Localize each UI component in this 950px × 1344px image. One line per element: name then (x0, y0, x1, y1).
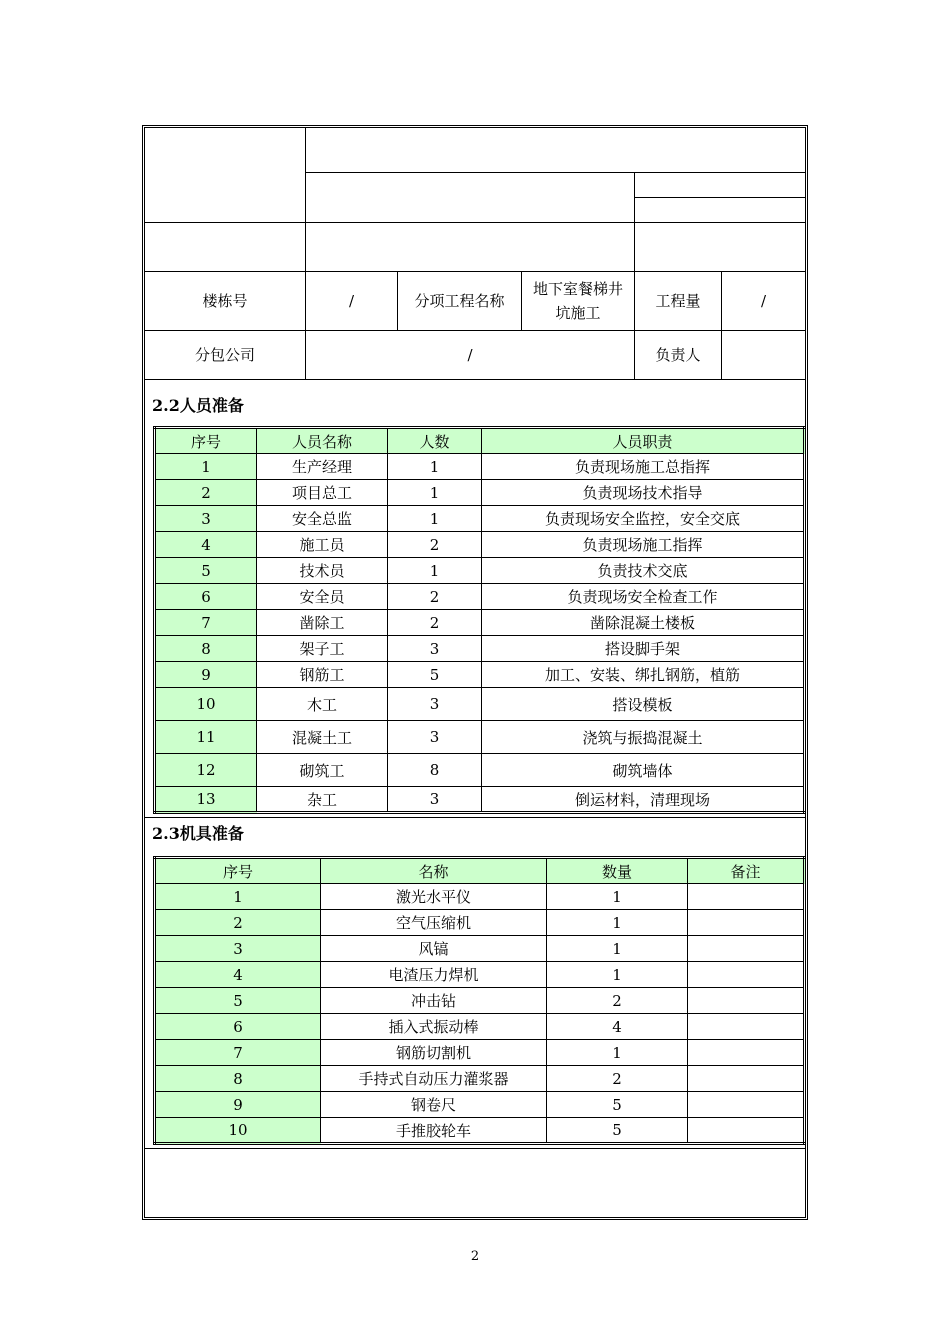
equipment-cell (688, 1118, 805, 1144)
personnel-cell: 5 (388, 662, 482, 688)
equipment-section-title: 2.3机具准备 (152, 824, 244, 843)
personnel-cell: 施工员 (257, 532, 388, 558)
table-row (155, 480, 805, 506)
personnel-cell: 凿除混凝土楼板 (482, 610, 805, 636)
equipment-cell: 钢卷尺 (321, 1092, 547, 1118)
personnel-cell: 6 (155, 584, 257, 610)
personnel-cell: 凿除工 (257, 610, 388, 636)
equipment-cell: 钢筋切割机 (321, 1040, 547, 1066)
personnel-cell: 3 (388, 721, 482, 754)
personnel-cell: 负责现场安全监控，安全交底 (482, 506, 805, 532)
subproject-value: 地下室餐梯井坑施工 (532, 280, 623, 322)
equipment-cell: 电渣压力焊机 (321, 962, 547, 988)
table-row (155, 754, 805, 787)
personnel-cell: 架子工 (257, 636, 388, 662)
personnel-cell: 负责现场安全检查工作 (482, 584, 805, 610)
table-row (155, 454, 805, 480)
equipment-cell: 5 (155, 988, 321, 1014)
equipment-cell: 4 (547, 1014, 688, 1040)
quantity-label: 工程量 (655, 292, 701, 310)
personnel-cell: 搭设模板 (482, 688, 805, 721)
equipment-cell: 7 (155, 1040, 321, 1066)
table-row (155, 506, 805, 532)
personnel-cell: 8 (155, 636, 257, 662)
personnel-cell: 11 (155, 721, 257, 754)
personnel-cell: 砌筑墙体 (482, 754, 805, 787)
table-row (155, 1066, 805, 1092)
equipment-cell: 1 (547, 910, 688, 936)
equipment-cell: 空气压缩机 (321, 910, 547, 936)
table-row (155, 1118, 805, 1144)
table-row (155, 1092, 805, 1118)
equipment-cell: 1 (547, 962, 688, 988)
equipment-column-header: 数量 (547, 858, 688, 884)
equipment-cell (688, 1092, 805, 1118)
personnel-cell: 项目总工 (257, 480, 388, 506)
person-value (722, 331, 805, 379)
personnel-cell: 钢筋工 (257, 662, 388, 688)
table-row (155, 558, 805, 584)
equipment-cell (688, 884, 805, 910)
equipment-cell: 激光水平仪 (321, 884, 547, 910)
personnel-cell: 负责现场施工总指挥 (482, 454, 805, 480)
equipment-cell: 1 (155, 884, 321, 910)
section-divider (145, 817, 805, 818)
equipment-cell: 2 (547, 988, 688, 1014)
table-row (155, 688, 805, 721)
personnel-cell: 3 (388, 688, 482, 721)
personnel-cell: 2 (388, 532, 482, 558)
personnel-cell: 2 (388, 584, 482, 610)
equipment-table (153, 856, 806, 1145)
table-row (155, 662, 805, 688)
building-value: / (348, 292, 355, 310)
personnel-column-header: 人数 (388, 428, 482, 454)
personnel-cell: 搭设脚手架 (482, 636, 805, 662)
equipment-cell: 8 (155, 1066, 321, 1092)
personnel-cell: 10 (155, 688, 257, 721)
table-row (155, 1014, 805, 1040)
personnel-cell: 12 (155, 754, 257, 787)
table-row (155, 584, 805, 610)
equipment-cell (688, 1066, 805, 1092)
equipment-cell: 9 (155, 1092, 321, 1118)
page-number: 2 (470, 1249, 480, 1264)
personnel-cell: 3 (388, 636, 482, 662)
equipment-cell (688, 988, 805, 1014)
equipment-cell: 风镐 (321, 936, 547, 962)
table-row (155, 636, 805, 662)
personnel-cell: 9 (155, 662, 257, 688)
equipment-column-header: 序号 (155, 858, 321, 884)
equipment-cell: 4 (155, 962, 321, 988)
personnel-cell: 3 (155, 506, 257, 532)
person-label: 负责人 (655, 346, 701, 364)
equipment-cell: 冲击钻 (321, 988, 547, 1014)
personnel-cell: 倒运材料，清理现场 (482, 787, 805, 813)
personnel-cell: 安全总监 (257, 506, 388, 532)
equipment-cell: 插入式振动棒 (321, 1014, 547, 1040)
equipment-cell: 手推胶轮车 (321, 1118, 547, 1144)
personnel-table (153, 426, 806, 814)
personnel-cell: 杂工 (257, 787, 388, 813)
equipment-header-row (155, 858, 805, 884)
table-row (155, 962, 805, 988)
subproject-label: 分项工程名称 (414, 292, 505, 310)
personnel-column-header: 人员职责 (482, 428, 805, 454)
equipment-cell (688, 962, 805, 988)
table-row (155, 910, 805, 936)
personnel-cell: 3 (388, 787, 482, 813)
personnel-cell: 技术员 (257, 558, 388, 584)
table-row (155, 721, 805, 754)
subcontractor-label: 分包公司 (194, 346, 255, 364)
equipment-cell: 1 (547, 1040, 688, 1066)
equipment-column-header: 备注 (688, 858, 805, 884)
personnel-column-header: 人员名称 (257, 428, 388, 454)
personnel-cell: 混凝土工 (257, 721, 388, 754)
equipment-cell: 1 (547, 936, 688, 962)
personnel-cell: 4 (155, 532, 257, 558)
personnel-cell: 13 (155, 787, 257, 813)
personnel-cell: 2 (388, 610, 482, 636)
table-row (155, 884, 805, 910)
bottom-divider (145, 1148, 805, 1149)
equipment-cell: 5 (547, 1118, 688, 1144)
personnel-header-row (155, 428, 805, 454)
table-row (155, 1040, 805, 1066)
table-row (155, 936, 805, 962)
personnel-cell: 负责技术交底 (482, 558, 805, 584)
table-row (155, 610, 805, 636)
personnel-cell: 2 (155, 480, 257, 506)
personnel-cell: 砌筑工 (257, 754, 388, 787)
personnel-cell: 加工、安装、绑扎钢筋，植筋 (482, 662, 805, 688)
personnel-cell: 浇筑与振捣混凝土 (482, 721, 805, 754)
personnel-cell: 7 (155, 610, 257, 636)
equipment-column-header: 名称 (321, 858, 547, 884)
personnel-cell: 1 (155, 454, 257, 480)
equipment-cell: 1 (547, 884, 688, 910)
quantity-value: / (760, 292, 767, 310)
personnel-cell: 5 (155, 558, 257, 584)
personnel-cell: 1 (388, 558, 482, 584)
equipment-cell: 手持式自动压力灌浆器 (321, 1066, 547, 1092)
equipment-cell: 5 (547, 1092, 688, 1118)
personnel-cell: 1 (388, 506, 482, 532)
personnel-cell: 1 (388, 454, 482, 480)
equipment-cell: 10 (155, 1118, 321, 1144)
personnel-cell: 1 (388, 480, 482, 506)
table-row (155, 532, 805, 558)
building-label: 楼栋号 (202, 292, 248, 310)
personnel-section-title: 2.2人员准备 (152, 396, 244, 415)
equipment-cell: 2 (155, 910, 321, 936)
equipment-cell: 2 (547, 1066, 688, 1092)
equipment-cell: 6 (155, 1014, 321, 1040)
subcontractor-value: / (467, 346, 473, 364)
personnel-cell: 8 (388, 754, 482, 787)
table-row (155, 988, 805, 1014)
personnel-cell: 生产经理 (257, 454, 388, 480)
equipment-cell (688, 1040, 805, 1066)
equipment-cell (688, 936, 805, 962)
personnel-column-header: 序号 (155, 428, 257, 454)
equipment-cell (688, 910, 805, 936)
personnel-cell: 负责现场施工指挥 (482, 532, 805, 558)
personnel-cell: 负责现场技术指导 (482, 480, 805, 506)
table-row (155, 787, 805, 813)
personnel-cell: 安全员 (257, 584, 388, 610)
personnel-cell: 木工 (257, 688, 388, 721)
equipment-cell: 3 (155, 936, 321, 962)
equipment-cell (688, 1014, 805, 1040)
